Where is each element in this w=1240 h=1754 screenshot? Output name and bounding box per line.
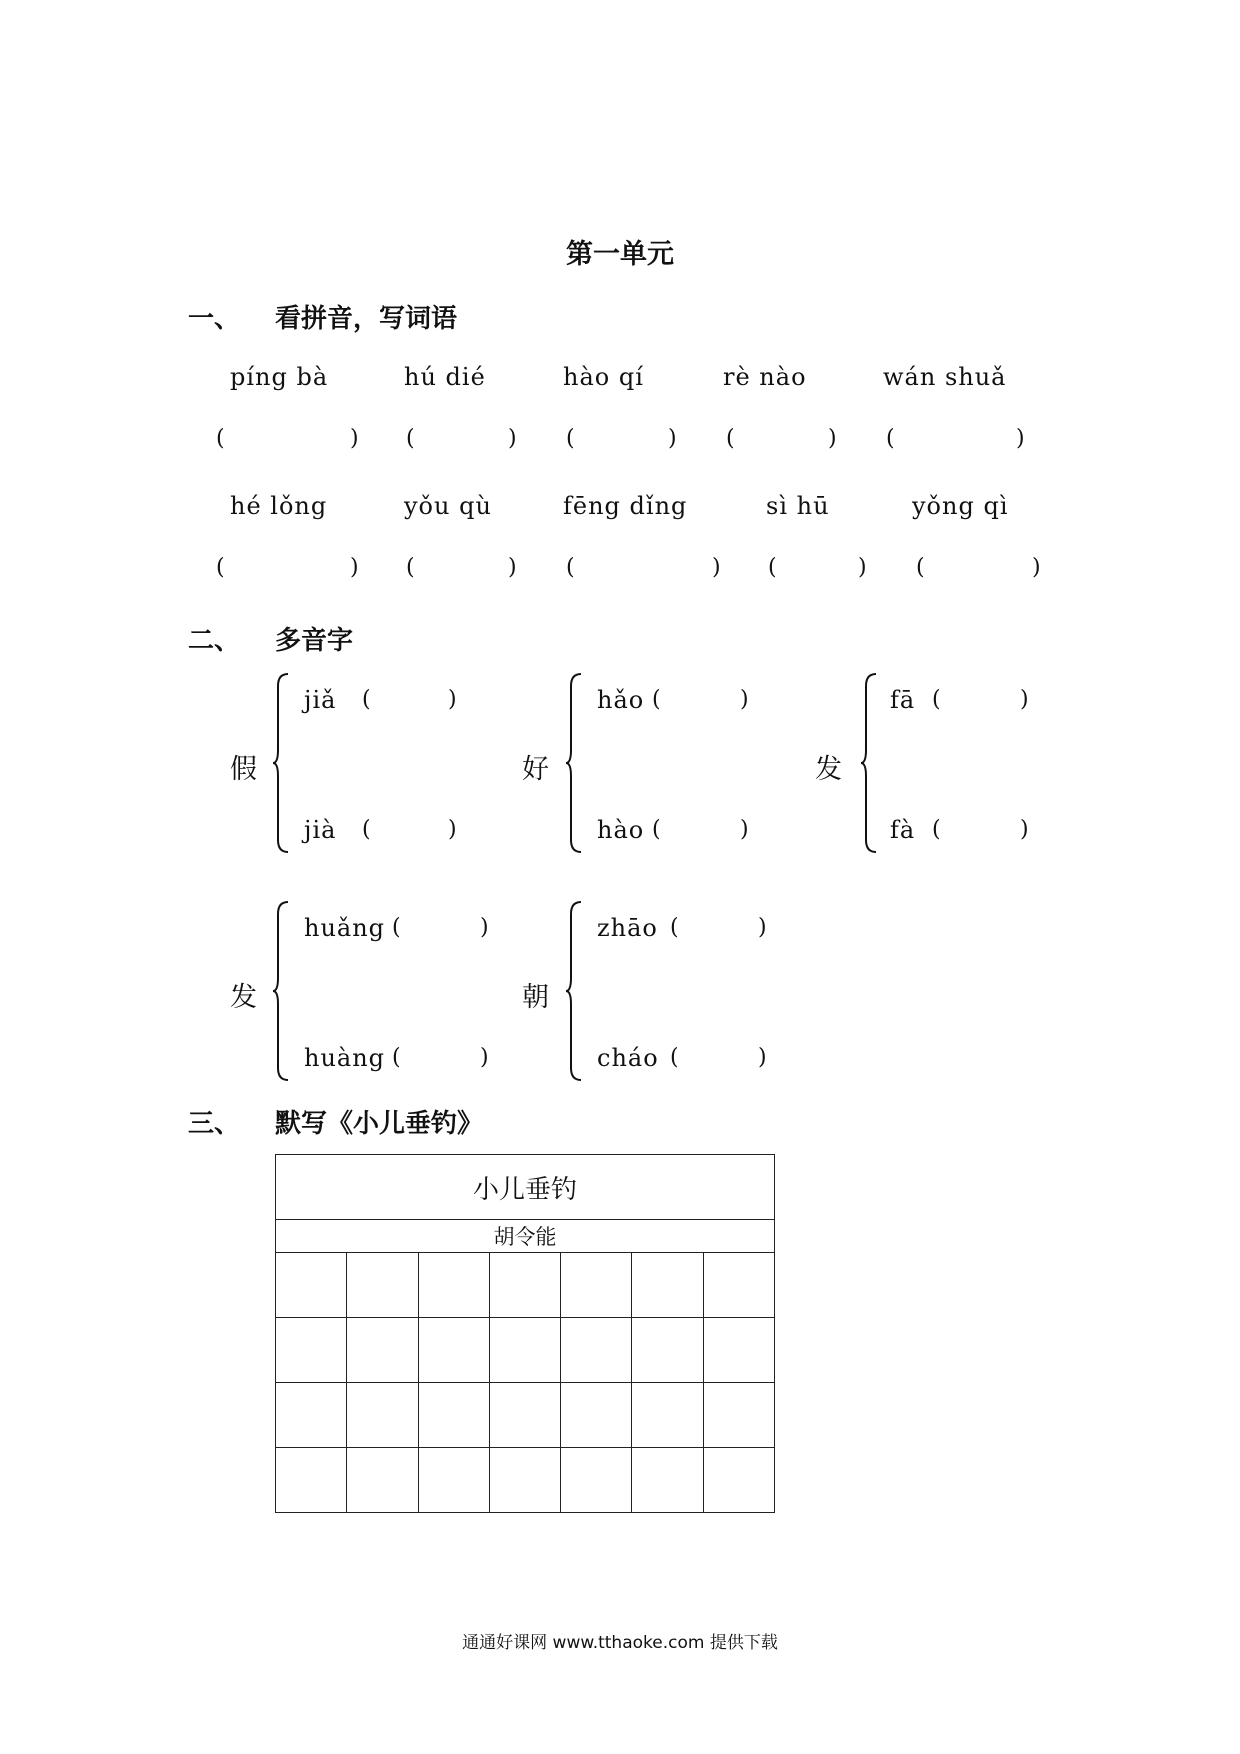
- answer-paren-close: ): [740, 687, 749, 712]
- writing-cell[interactable]: [632, 1318, 703, 1383]
- answer-paren-close: ): [828, 426, 837, 451]
- writing-cell[interactable]: [276, 1318, 347, 1383]
- answer-paren-close: ): [1032, 555, 1041, 580]
- answer-paren-open: (: [886, 426, 895, 451]
- writing-cell[interactable]: [703, 1253, 774, 1318]
- writing-cell[interactable]: [347, 1448, 418, 1513]
- polyphone-character: 假: [230, 754, 257, 785]
- answer-paren-open: (: [652, 817, 661, 842]
- section-number: 一、: [188, 304, 241, 334]
- writing-cell[interactable]: [489, 1383, 560, 1448]
- polyphone-character: 发: [230, 982, 257, 1013]
- writing-cell[interactable]: [347, 1318, 418, 1383]
- pinyin-word: yǒu qù: [404, 492, 492, 520]
- answer-paren-close: ): [668, 426, 677, 451]
- answer-paren-close: ): [712, 555, 721, 580]
- writing-cell[interactable]: [489, 1448, 560, 1513]
- answer-paren-open: (: [392, 915, 401, 940]
- writing-cell[interactable]: [561, 1383, 632, 1448]
- answer-paren-open: (: [406, 426, 415, 451]
- writing-cell[interactable]: [561, 1253, 632, 1318]
- polyphone-pinyin: cháo: [597, 1044, 659, 1072]
- polyphone-pinyin: huàng: [304, 1044, 386, 1072]
- brace-icon: [860, 672, 878, 854]
- polyphone-character: 好: [522, 754, 549, 785]
- writing-cell[interactable]: [418, 1318, 489, 1383]
- poem-title: 小儿垂钓: [276, 1155, 775, 1220]
- answer-paren-open: (: [392, 1045, 401, 1070]
- pinyin-word: wán shuǎ: [883, 363, 1007, 391]
- writing-cell[interactable]: [632, 1383, 703, 1448]
- writing-cell[interactable]: [418, 1253, 489, 1318]
- polyphone-pinyin: jiǎ: [304, 686, 337, 714]
- polyphone-pinyin: hào: [597, 816, 645, 844]
- answer-paren-open: (: [362, 817, 371, 842]
- writing-cell[interactable]: [489, 1318, 560, 1383]
- answer-paren-close: ): [350, 426, 359, 451]
- answer-paren-close: ): [1020, 687, 1029, 712]
- polyphone-pinyin: zhāo: [597, 914, 658, 942]
- polyphone-pinyin: fà: [890, 816, 916, 844]
- page-title: 第一单元: [566, 239, 674, 270]
- answer-paren-close: ): [758, 915, 767, 940]
- writing-cell[interactable]: [561, 1448, 632, 1513]
- writing-cell[interactable]: [418, 1383, 489, 1448]
- grid-row: [276, 1318, 775, 1383]
- polyphone-pinyin: hǎo: [597, 686, 645, 714]
- brace-icon: [272, 672, 290, 854]
- answer-paren-close: ): [508, 555, 517, 580]
- writing-cell[interactable]: [632, 1448, 703, 1513]
- writing-cell[interactable]: [276, 1383, 347, 1448]
- section-title: 看拼音，写词语: [275, 304, 458, 334]
- brace-icon: [565, 900, 583, 1082]
- answer-paren-close: ): [858, 555, 867, 580]
- answer-paren-open: (: [726, 426, 735, 451]
- pinyin-word: yǒng qì: [912, 492, 1009, 520]
- writing-cell[interactable]: [561, 1318, 632, 1383]
- polyphone-pinyin: huǎng: [304, 914, 386, 942]
- answer-paren-close: ): [448, 687, 457, 712]
- answer-paren-open: (: [670, 915, 679, 940]
- answer-paren-open: (: [216, 426, 225, 451]
- answer-paren-open: (: [566, 555, 575, 580]
- pinyin-word: rè nào: [723, 363, 807, 391]
- section-title: 多音字: [275, 626, 354, 656]
- writing-cell[interactable]: [347, 1383, 418, 1448]
- answer-paren-close: ): [480, 915, 489, 940]
- writing-cell[interactable]: [703, 1318, 774, 1383]
- answer-paren-close: ): [1016, 426, 1025, 451]
- answer-paren-open: (: [652, 687, 661, 712]
- writing-cell[interactable]: [418, 1448, 489, 1513]
- writing-cell[interactable]: [276, 1448, 347, 1513]
- poem-author: 胡令能: [276, 1220, 775, 1253]
- polyphone-character: 朝: [522, 982, 549, 1013]
- answer-paren-open: (: [566, 426, 575, 451]
- footer-credit: 通通好课网 www.tthaoke.com 提供下载: [462, 1633, 778, 1653]
- pinyin-word: hú dié: [404, 363, 486, 391]
- answer-paren-close: ): [480, 1045, 489, 1070]
- answer-paren-close: ): [758, 1045, 767, 1070]
- pinyin-word: sì hū: [766, 492, 830, 520]
- brace-icon: [565, 672, 583, 854]
- grid-row: [276, 1253, 775, 1318]
- pinyin-word: hé lǒng: [230, 492, 328, 520]
- answer-paren-close: ): [448, 817, 457, 842]
- answer-paren-close: ): [1020, 817, 1029, 842]
- grid-row: [276, 1383, 775, 1448]
- answer-paren-open: (: [670, 1045, 679, 1070]
- writing-cell[interactable]: [347, 1253, 418, 1318]
- answer-paren-close: ): [740, 817, 749, 842]
- grid-row: [276, 1448, 775, 1513]
- polyphone-pinyin: fā: [890, 686, 916, 714]
- polyphone-pinyin: jià: [304, 816, 337, 844]
- answer-paren-open: (: [916, 555, 925, 580]
- pinyin-word: fēng dǐng: [563, 492, 688, 520]
- writing-cell[interactable]: [703, 1383, 774, 1448]
- answer-paren-open: (: [216, 555, 225, 580]
- pinyin-word: hào qí: [563, 363, 644, 391]
- section-number: 二、: [188, 626, 241, 656]
- polyphone-character: 发: [815, 754, 842, 785]
- answer-paren-open: (: [932, 687, 941, 712]
- writing-cell[interactable]: [703, 1448, 774, 1513]
- section-title: 默写《小儿垂钓》: [275, 1109, 484, 1139]
- section-number: 三、: [188, 1109, 241, 1139]
- writing-cell[interactable]: [632, 1253, 703, 1318]
- writing-grid: [276, 1253, 775, 1513]
- answer-paren-open: (: [932, 817, 941, 842]
- answer-paren-close: ): [350, 555, 359, 580]
- answer-paren-open: (: [768, 555, 777, 580]
- poem-writing-table: [275, 1154, 775, 1513]
- writing-cell[interactable]: [489, 1253, 560, 1318]
- brace-icon: [272, 900, 290, 1082]
- answer-paren-open: (: [406, 555, 415, 580]
- answer-paren-close: ): [508, 426, 517, 451]
- writing-cell[interactable]: [276, 1253, 347, 1318]
- pinyin-word: píng bà: [230, 363, 329, 391]
- answer-paren-open: (: [362, 687, 371, 712]
